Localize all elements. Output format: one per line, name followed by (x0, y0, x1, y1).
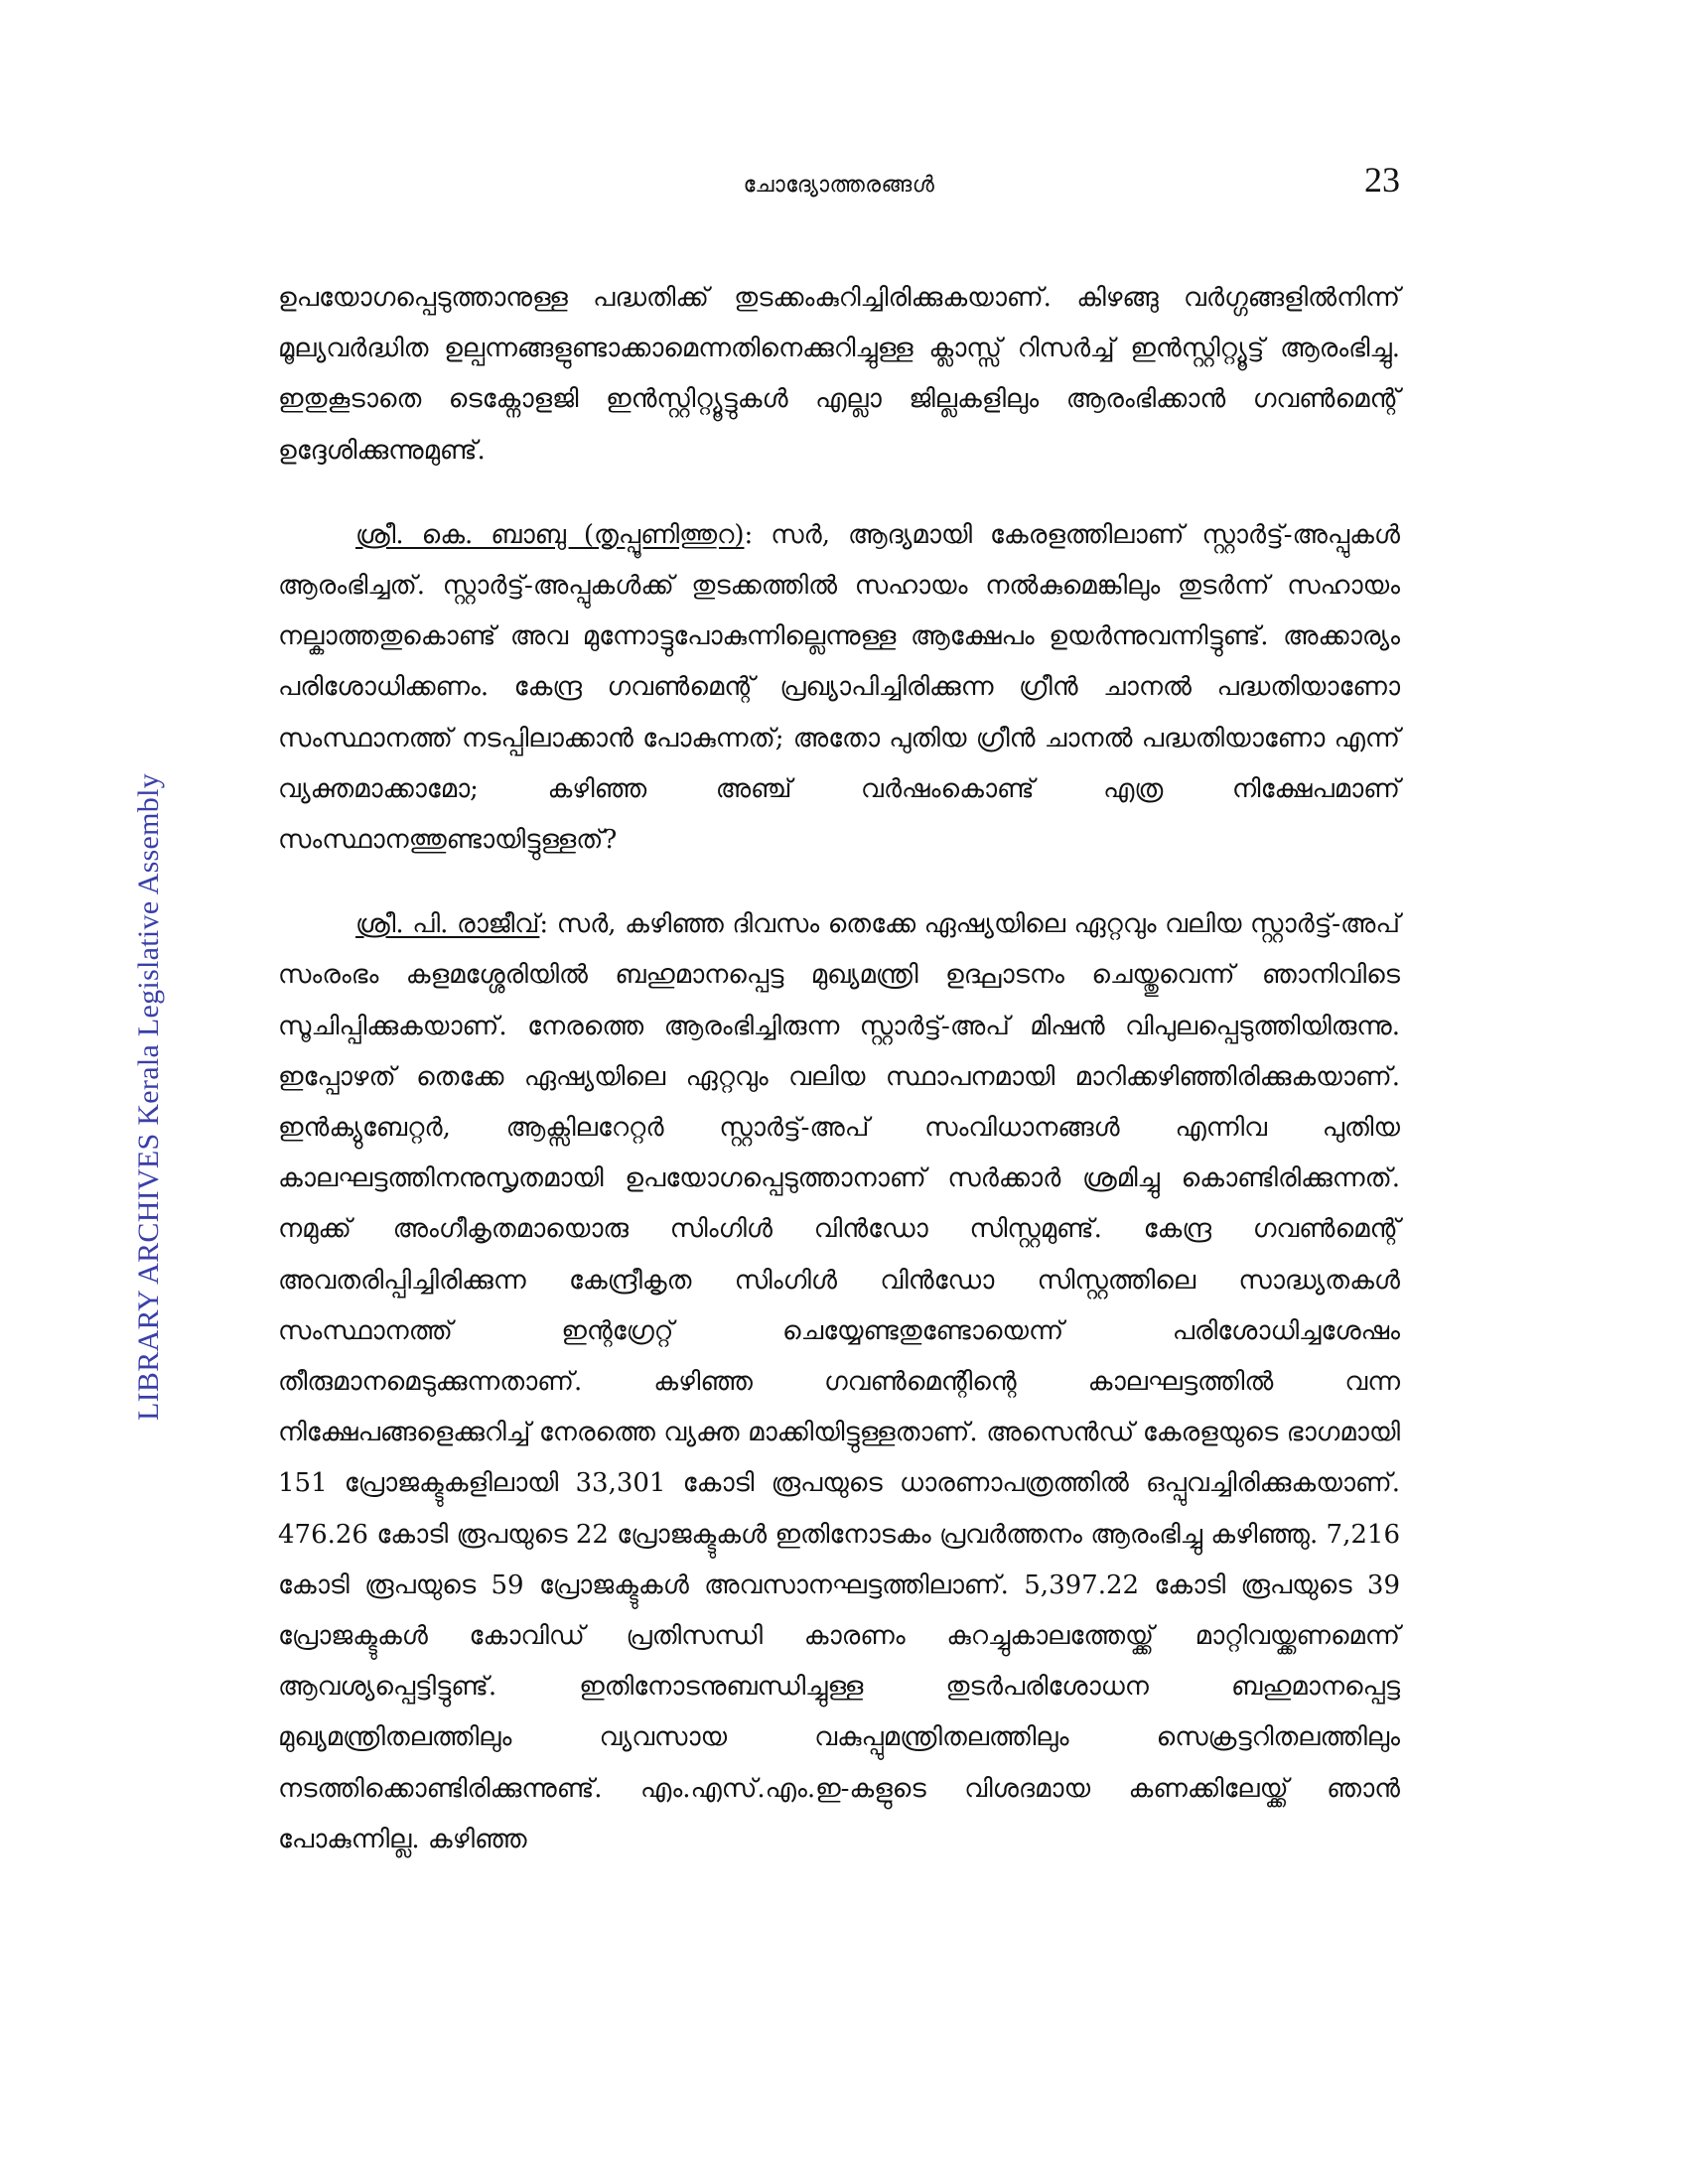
running-title: ചോദ്യോത്തരങ്ങൾ (743, 173, 935, 198)
paragraph-question (278, 510, 1400, 866)
paragraph-answer (278, 899, 1400, 1865)
paragraph-text: : സർ, കഴിഞ്ഞ ദിവസം തെക്കേ ഏഷ്യയിലെ ഏറ്റവും വലിയ സ്റ്റാർട്ട്-അപ് സംരംഭം കളമശ്ശേരിയിൽ ബഹുമാനപ്പെട്ട മുഖ്യമന്ത്രി ഉദ്ഘാടനം ചെയ്തുവെന്ന് ഞാനിവിടെ സൂചിപ്പിക്കുകയാണ്. നേരത്തെ ആരംഭിച്ചിരുന്ന സ്റ്റാർട്ട്-അപ് മിഷൻ വിപുലപ്പെടുത്തിയിരുന്നു. ഇപ്പോഴത് തെക്കേ ഏഷ്യയിലെ ഏറ്റവും വലിയ സ്ഥാപനമായി മാറിക്കഴിഞ്ഞിരിക്കുകയാണ്. ഇൻക്യുബേറ്റർ, ആക്സിലറേറ്റർ സ്റ്റാർട്ട്-അപ് സംവിധാനങ്ങൾ എന്നിവ പുതിയ കാലഘട്ടത്തിനനുസൃതമായി ഉപയോഗപ്പെടുത്താനാണ് സർക്കാർ ശ്രമിച്ചു കൊണ്ടിരിക്കുന്നത്. നമുക്ക് അംഗീകൃതമായൊരു സിംഗിൾ വിൻഡോ സിസ്റ്റമുണ്ട്. കേന്ദ്ര ഗവൺമെന്റ് അവതരിപ്പിച്ചിരിക്കുന്ന കേന്ദ്രീകൃത സിംഗിൾ വിൻഡോ സിസ്റ്റത്തിലെ സാദ്ധ്യതകൾ സംസ്ഥാനത്ത് ഇന്റഗ്രേറ്റ് ചെയ്യേണ്ടതുണ്ടോയെന്ന് പരിശോധിച്ചശേഷം തീരുമാനമെടുക്കുന്നതാണ്. കഴിഞ്ഞ ഗവൺമെന്റിന്റെ കാലഘട്ടത്തിൽ വന്ന നിക്ഷേപങ്ങളെക്കുറിച്ച് നേരത്തെ വ്യക്ത മാക്കിയിട്ടുള്ളതാണ്. അസെൻഡ് കേരളയുടെ ഭാഗമായി 151 പ്രോജക്ടുകളിലായി 33,301 കോടി രൂപയുടെ ധാരണാപത്രത്തിൽ ഒപ്പുവച്ചിരിക്കുകയാണ്. 476.26 കോടി രൂപയുടെ 22 പ്രോജക്ടുകൾ ഇതിനോടകം പ്രവർത്തനം ആരംഭിച്ചു കഴിഞ്ഞു. 7,216 കോടി രൂപയുടെ 59 പ്രോജക്ടുകൾ അവസാനഘട്ടത്തിലാണ്. 5,397.22 കോടി രൂപയുടെ 39 പ്രോജക്ടുകൾ കോവിഡ് പ്രതിസന്ധി കാരണം കുറച്ചുകാലത്തേയ്ക്ക് മാറ്റിവയ്ക്കണമെന്ന് ആവശ്യപ്പെട്ടിട്ടുണ്ട്. ഇതിനോടനുബന്ധിച്ചുള്ള തുടർപരിശോധന ബഹുമാനപ്പെട്ട മുഖ്യമന്ത്രിതലത്തിലും വ്യവസായ വകുപ്പുമന്ത്രിതലത്തിലും സെക്രട്ടറിതലത്തിലും നടത്തിക്കൊണ്ടിരിക്കുന്നുണ്ട്. എം.എസ്.എം.ഇ-കളുടെ വിശദമായ കണക്കിലേയ്ക്ക് ഞാൻ പോകുന്നില്ല. കഴിഞ്ഞ (278, 909, 1400, 1854)
page-header (278, 159, 1400, 218)
page-number: 23 (1364, 160, 1400, 200)
speaker-name: ശ്രീ. കെ. ബാബു (തൃപ്പൂണിത്തുറ) (355, 519, 745, 550)
paragraph-text: ഉപയോഗപ്പെടുത്താനുള്ള പദ്ധതിക്ക് തുടക്കംകുറിച്ചിരിക്കുകയാണ്. കിഴങ്ങു വർഗ്ഗങ്ങളിൽനിന്ന് മൂല്യവർദ്ധിത ഉല്പന്നങ്ങളുണ്ടാക്കാമെന്നതിനെക്കുറിച്ചുള്ള ക്ലാസ്സ് റിസർച്ച് ഇൻസ്റ്റിറ്റ്യൂട്ട് ആരംഭിച്ചു. ഇതുകൂടാതെ ടെക്നോളജി ഇൻസ്റ്റിറ്റ്യൂട്ടുകൾ എല്ലാ ജില്ലകളിലും ആരംഭിക്കാൻ ഗവൺമെന്റ് ഉദ്ദേശിക്കുന്നുമുണ്ട്. (278, 283, 1400, 466)
paragraph-continuation (278, 273, 1400, 477)
body-text (278, 273, 1400, 1899)
paragraph-text: : സർ, ആദ്യമായി കേരളത്തിലാണ് സ്റ്റാർട്ട്-അപ്പുകൾ ആരംഭിച്ചത്. സ്റ്റാർട്ട്-അപ്പുകൾക്ക് തുടക്കത്തിൽ സഹായം നൽകുമെങ്കിലും തുടർന്ന് സഹായം നല്കാത്തതുകൊണ്ട് അവ മുന്നോട്ടുപോകുന്നില്ലെന്നുള്ള ആക്ഷേപം ഉയർന്നുവന്നിട്ടുണ്ട്. അക്കാര്യം പരിശോധിക്കണം. കേന്ദ്ര ഗവൺമെന്റ് പ്രഖ്യാപിച്ചിരിക്കുന്ന ഗ്രീൻ ചാനൽ പദ്ധതിയാണോ സംസ്ഥാനത്ത് നടപ്പിലാക്കാൻ പോകുന്നത്; അതോ പുതിയ ഗ്രീൻ ചാനൽ പദ്ധതിയാണോ എന്ന് വ്യക്തമാക്കാമോ; കഴിഞ്ഞ അഞ്ച് വർഷംകൊണ്ട് എത്ര നിക്ഷേപമാണ് സംസ്ഥാനത്തുണ്ടായിട്ടുള്ളത്? (278, 519, 1400, 856)
watermark-text: LIBRARY ARCHIVES Kerala Legislative Assembly (132, 772, 165, 1422)
speaker-name: ശ്രീ. പി. രാജീവ് (355, 909, 540, 940)
